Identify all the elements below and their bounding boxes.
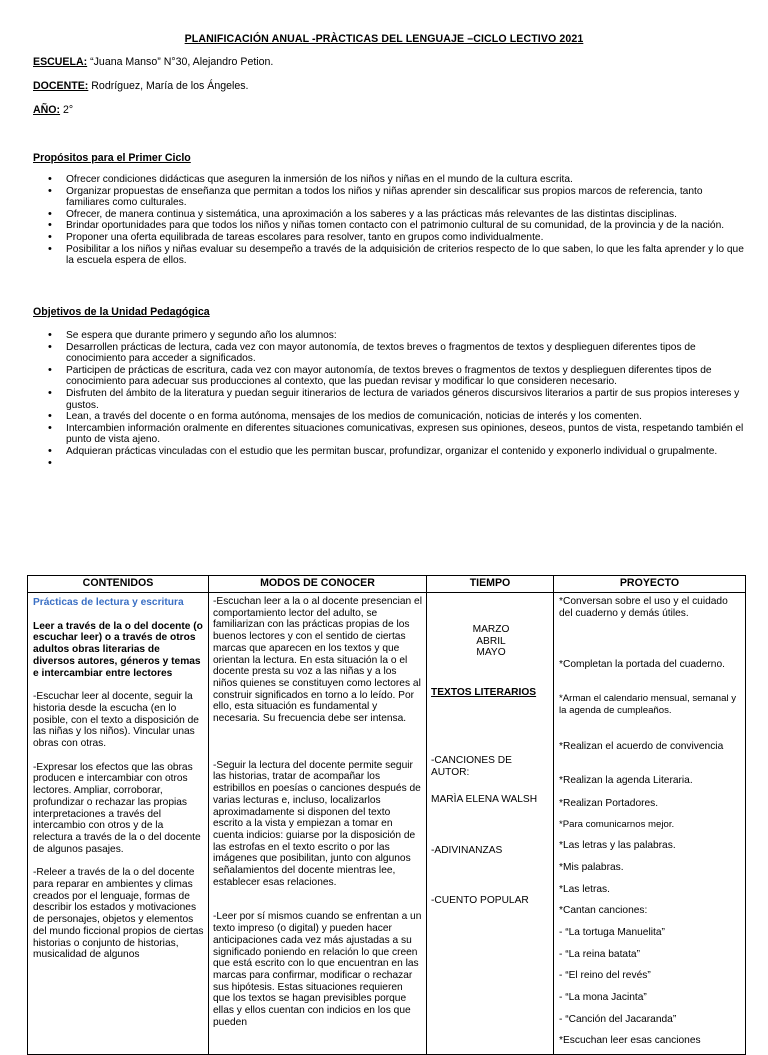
list-item: • Ofrecer, de manera continua y sistemática, una aproximación a los saberes y a las prácticas más relevantes de las distintas disciplinas. [33,209,745,221]
proyecto-item: - “La tortuga Manuelita” [559,927,665,938]
contenidos-cell [28,593,209,1055]
header-tiempo: TIEMPO [427,576,554,593]
proyecto-cell [554,593,746,1055]
proyecto-item: *Cantan canciones: [559,905,648,916]
proyecto-item: - “Canción del Jacaranda” [559,1014,677,1025]
literary-texts-heading: TEXTOS LITERARIOS [431,687,537,699]
list-item: • Posibilitar a los niños y niñas evaluar su desempeño a través de la adquisición de criterios respecto de lo que saben, lo que les falta aprender y lo que la escuela espera de ellos. [33,244,745,267]
document-title: PLANIFICACIÓN ANUAL -PRÀCTICAS DEL LENGUAJE –CICLO LECTIVO 2021 [184,33,584,45]
proyecto-item: - “La reina batata” [559,949,640,960]
month-label: MAYO [476,647,506,659]
tiempo-item: MARÌA ELENA WALSH [431,794,538,805]
list-item: • Desarrollen prácticas de lectura, cada vez con mayor autonomía, de textos breves o fragmentos de textos y desplieguen diferentes tipos de conocimiento para acceder a significados. [33,342,745,365]
planning-table [27,575,746,1055]
teacher-label: DOCENTE: [33,80,89,92]
list-item: • Brindar oportunidades para que todos los niños y niñas tomen contacto con el patrimonio cultural de su comunidad, de la provincia y de la nación. [33,220,745,232]
list-item [33,458,745,470]
tiempo-item: -ADIVINANZAS [431,845,503,856]
proyecto-item: - “La mona Jacinta” [559,992,647,1003]
contenidos-paragraph: -Releer a través de la o del docente para reparar en ambientes y climas creados por el lenguaje, formas de describir los estados y motivaciones de personajes, objetos y elementos del mundo ficcional propios de ciertas historias o conjunto de historias, musicalidad de algunos [33,867,204,961]
contenidos-lead: Leer a través de la o del docente (o escuchar leer) o a través de otros adultos obras literarias de diversos autores, géneros y temas e intercambiar entre lectores [33,620,203,679]
proyecto-item: *Realizan el acuerdo de convivencia [559,741,724,752]
teacher-value: Rodríguez, María de los Ángeles. [88,80,249,92]
contenidos-paragraph: -Expresar los efectos que las obras producen e intercambiar con otros lectores. Ampliar, corroborar, profundizar o rechazar las propias interpretaciones a través del intercambio con otros y de la relectura a través de la o del docente de algunos pasajes. [33,761,201,855]
proyecto-item: *Escuchan leer esas canciones [559,1035,701,1046]
school-value: “Juana Manso” N°30, Alejandro Petion. [87,56,274,68]
purposes-heading: Propósitos para el Primer Ciclo [33,152,191,164]
modos-paragraph: -Escuchan leer a la o al docente presencian el comportamiento lector del adulto, se familiarizan con las prácticas propias de los buenos lectores y con el sentido de ciertas marcas que aparecen en los textos y que orientan la lectura. En esta situación la o el docente presta su voz a las niñas y a los niños quienes se constituyen como lectores al construir significados en torno a lo leído. Por ello, esta situación es fundamental y necesaria. Su frecuencia debe ser intensa. [213,596,422,725]
proyecto-item: *Conversan sobre el uso y el cuidado del cuaderno y demás útiles. [559,596,728,619]
purposes-list [33,174,745,267]
table-row [28,593,746,1055]
objectives-heading: Objetivos de la Unidad Pedagógica [33,306,210,318]
proyecto-item: *Las letras. [559,884,610,895]
year-label: AÑO: [33,104,61,116]
objectives-list [33,330,745,469]
tiempo-item: -CUENTO POPULAR [431,895,529,906]
month-label: MARZO [472,624,510,635]
proyecto-item: *Las letras y las palabras. [559,840,676,851]
header-contenidos: CONTENIDOS [28,576,209,593]
contenidos-subtitle: Prácticas de lectura y escritura [33,597,184,608]
list-item: • Disfruten del ámbito de la literatura y puedan seguir itinerarios de lectura de variados géneros discursivos literarios a partir de sus propios intereses y gustos. [33,388,745,411]
list-item: • Lean, a través del docente o en forma autónoma, mensajes de los medios de comunicación, noticias de interés y los comenten. [33,411,745,423]
list-item: • Adquieran prácticas vinculadas con el estudio que les permitan buscar, profundizar, organizar el contenido y exponerlo individual o grupalmente. [33,446,745,458]
modos-paragraph: -Leer por sí mismos cuando se enfrentan a un texto impreso (o digital) y pueden hacer anticipaciones cada vez más ajustadas a su significado poniendo en relación lo que creen que está escrito con lo que encuentran en las marcas para confirmar, modificar o rechazar sus hipótesis. Estas situaciones requieren que los textos se hagan previsibles porque ellas y ellos cuentan con indicios en los que pueden [213,911,422,1028]
month-label: ABRIL [476,635,506,647]
tiempo-cell [427,593,554,1055]
teacher-field [33,80,249,92]
proyecto-item: *Completan la portada del cuaderno. [559,659,725,670]
list-item: • Organizar propuestas de enseñanza que permitan a todos los niños y niñas aprender sin descalificar sus propios marcos de referencia, tanto familiares como culturales. [33,186,745,209]
modos-cell [209,593,427,1055]
list-item: • Proponer una oferta equilibrada de tareas escolares para resolver, tanto en grupos como individualmente. [33,232,745,244]
list-item: • Ofrecer condiciones didácticas que aseguren la inmersión de los niños y niñas en el mundo de la cultura escrita. [33,174,745,186]
proyecto-item: *Realizan Portadores. [559,798,659,809]
header-modos-de-conocer: MODOS DE CONOCER [209,576,427,593]
year-field [33,104,73,116]
proyecto-item: *Realizan la agenda Literaria. [559,775,693,786]
modos-paragraph: -Seguir la lectura del docente permite seguir las historias, tratar de acompañar los estribillos en poesías o canciones después de varias lecturas e, incluso, localizarlos aproximadamente si disponen del texto escrito a la vista y empiezan a tomar en cuenta indicios: guiarse por la disposición de las estrofas en el texto escrito o por las imágenes que posibilitan, junto con algunos señalamientos del docente mientras lee, establecer esas relaciones. [213,759,421,888]
table-header-row [28,576,746,593]
list-item: • Participen de prácticas de escritura, cada vez con mayor autonomía, de textos breves o fragmentos de textos y desplieguen diferentes tipos de conocimiento para adecuar sus producciones al contexto, que las puedan revisar y modificar lo que consideren necesario. [33,365,745,388]
school-label: ESCUELA: [33,56,88,68]
proyecto-item: *Mis palabras. [559,862,624,873]
contenidos-paragraph: -Escuchar leer al docente, seguir la historia desde la escucha (en lo posible, con el texto a disposición de las niñas y los niños). Vincular unas obras con otras. [33,691,199,750]
proyecto-item: *Para comunicarnos mejor. [559,819,675,830]
tiempo-item: -CANCIONES DE AUTOR: [431,755,512,778]
school-field [33,56,273,68]
proyecto-item: *Arman el calendario mensual, semanal y la agenda de cumpleaños. [559,693,737,716]
proyecto-item: - “El reino del revés” [559,970,651,981]
list-item: • Intercambien información oralmente en diferentes situaciones comunicativas, expresen sus opiniones, deseos, puntos de vista, respetando también el punto de vista ajeno. [33,423,745,446]
tiempo-months [431,624,551,659]
header-proyecto: PROYECTO [554,576,746,593]
year-value: 2° [60,104,74,116]
list-item: • Se espera que durante primero y segundo año los alumnos: [33,330,745,342]
